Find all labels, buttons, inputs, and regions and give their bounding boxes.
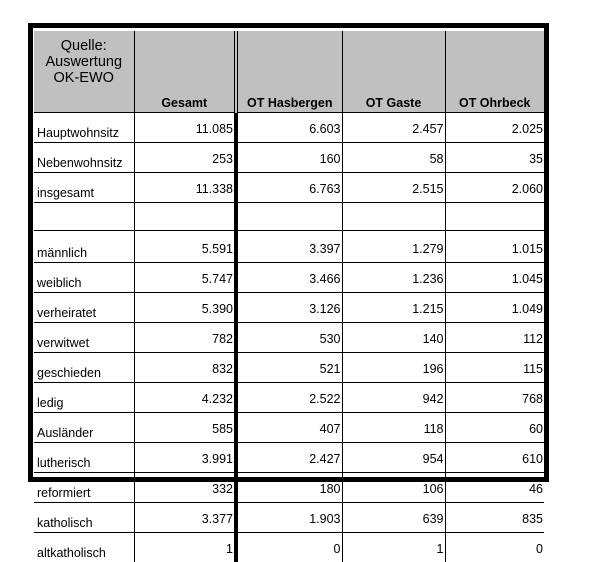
table-row <box>34 413 544 443</box>
cell-gesamt: 253 <box>134 143 236 173</box>
cell-gesamt: 782 <box>134 323 236 353</box>
cell-gaste: 1.279 <box>342 231 445 263</box>
column-header-hasbergen: OT Hasbergen <box>236 31 342 113</box>
table-row <box>34 143 544 173</box>
header-row <box>34 31 544 113</box>
cell-gesamt: 5.390 <box>134 293 236 323</box>
row-label: Hauptwohnsitz <box>34 113 134 143</box>
table-frame <box>28 23 549 482</box>
cell-gesamt: 5.591 <box>134 231 236 263</box>
cell-ohrbeck: 2.025 <box>445 113 544 143</box>
row-label: Ausländer <box>34 413 134 443</box>
cell-hasbergen: 407 <box>236 413 342 443</box>
cell-hasbergen: 2.427 <box>236 443 342 473</box>
column-header-ohrbeck: OT Ohrbeck <box>445 31 544 113</box>
cell-gesamt: 5.747 <box>134 263 236 293</box>
cell-gaste: 196 <box>342 353 445 383</box>
table-row <box>34 443 544 473</box>
cell-hasbergen <box>236 203 342 231</box>
column-header-gesamt: Gesamt <box>134 31 236 113</box>
row-label: weiblich <box>34 263 134 293</box>
cell-hasbergen: 1.903 <box>236 503 342 533</box>
cell-gesamt: 4.232 <box>134 383 236 413</box>
cell-gaste: 954 <box>342 443 445 473</box>
cell-ohrbeck: 1.045 <box>445 263 544 293</box>
row-label: verwitwet <box>34 323 134 353</box>
table-row <box>34 293 544 323</box>
row-label: Nebenwohnsitz <box>34 143 134 173</box>
cell-hasbergen: 6.763 <box>236 173 342 203</box>
cell-hasbergen: 0 <box>236 533 342 562</box>
cell-gaste: 1.215 <box>342 293 445 323</box>
cell-hasbergen: 180 <box>236 473 342 503</box>
row-label: ledig <box>34 383 134 413</box>
cell-gesamt <box>134 203 236 231</box>
blank-row <box>34 203 544 231</box>
table-row <box>34 113 544 143</box>
table-row <box>34 533 544 562</box>
cell-gaste <box>342 203 445 231</box>
cell-ohrbeck: 835 <box>445 503 544 533</box>
row-label: altkatholisch <box>34 533 134 562</box>
table-row <box>34 323 544 353</box>
cell-gaste: 140 <box>342 323 445 353</box>
cell-hasbergen: 2.522 <box>236 383 342 413</box>
cell-hasbergen: 521 <box>236 353 342 383</box>
cell-ohrbeck: 35 <box>445 143 544 173</box>
cell-gaste: 1 <box>342 533 445 562</box>
row-label: verheiratet <box>34 293 134 323</box>
cell-gaste: 639 <box>342 503 445 533</box>
cell-gaste: 942 <box>342 383 445 413</box>
table-row <box>34 473 544 503</box>
row-label: männlich <box>34 231 134 263</box>
cell-ohrbeck: 0 <box>445 533 544 562</box>
cell-hasbergen: 160 <box>236 143 342 173</box>
cell-gaste: 106 <box>342 473 445 503</box>
cell-gaste: 2.457 <box>342 113 445 143</box>
row-label: insgesamt <box>34 173 134 203</box>
row-label <box>34 203 134 231</box>
cell-ohrbeck: 2.060 <box>445 173 544 203</box>
row-label: geschieden <box>34 353 134 383</box>
cell-hasbergen: 3.466 <box>236 263 342 293</box>
table-row <box>34 231 544 263</box>
cell-gesamt: 11.338 <box>134 173 236 203</box>
cell-gesamt: 332 <box>134 473 236 503</box>
cell-gaste: 118 <box>342 413 445 443</box>
cell-gesamt: 3.991 <box>134 443 236 473</box>
cell-hasbergen: 3.397 <box>236 231 342 263</box>
cell-hasbergen: 6.603 <box>236 113 342 143</box>
cell-gaste: 2.515 <box>342 173 445 203</box>
cell-hasbergen: 530 <box>236 323 342 353</box>
cell-gaste: 1.236 <box>342 263 445 293</box>
cell-ohrbeck: 60 <box>445 413 544 443</box>
row-label: lutherisch <box>34 443 134 473</box>
cell-hasbergen: 3.126 <box>236 293 342 323</box>
cell-ohrbeck: 1.049 <box>445 293 544 323</box>
table-row <box>34 173 544 203</box>
population-table <box>34 31 544 562</box>
cell-ohrbeck: 1.015 <box>445 231 544 263</box>
cell-ohrbeck <box>445 203 544 231</box>
table-row <box>34 263 544 293</box>
source-header: Quelle: Auswertung OK-EWO <box>34 31 134 113</box>
cell-ohrbeck: 768 <box>445 383 544 413</box>
cell-gesamt: 3.377 <box>134 503 236 533</box>
column-header-gaste: OT Gaste <box>342 31 445 113</box>
table-row <box>34 503 544 533</box>
cell-gesamt: 832 <box>134 353 236 383</box>
table-row <box>34 383 544 413</box>
cell-gesamt: 1 <box>134 533 236 562</box>
table-row <box>34 353 544 383</box>
cell-ohrbeck: 610 <box>445 443 544 473</box>
cell-gesamt: 585 <box>134 413 236 443</box>
cell-gesamt: 11.085 <box>134 113 236 143</box>
cell-ohrbeck: 112 <box>445 323 544 353</box>
row-label: katholisch <box>34 503 134 533</box>
cell-ohrbeck: 115 <box>445 353 544 383</box>
cell-ohrbeck: 46 <box>445 473 544 503</box>
cell-gaste: 58 <box>342 143 445 173</box>
row-label: reformiert <box>34 473 134 503</box>
